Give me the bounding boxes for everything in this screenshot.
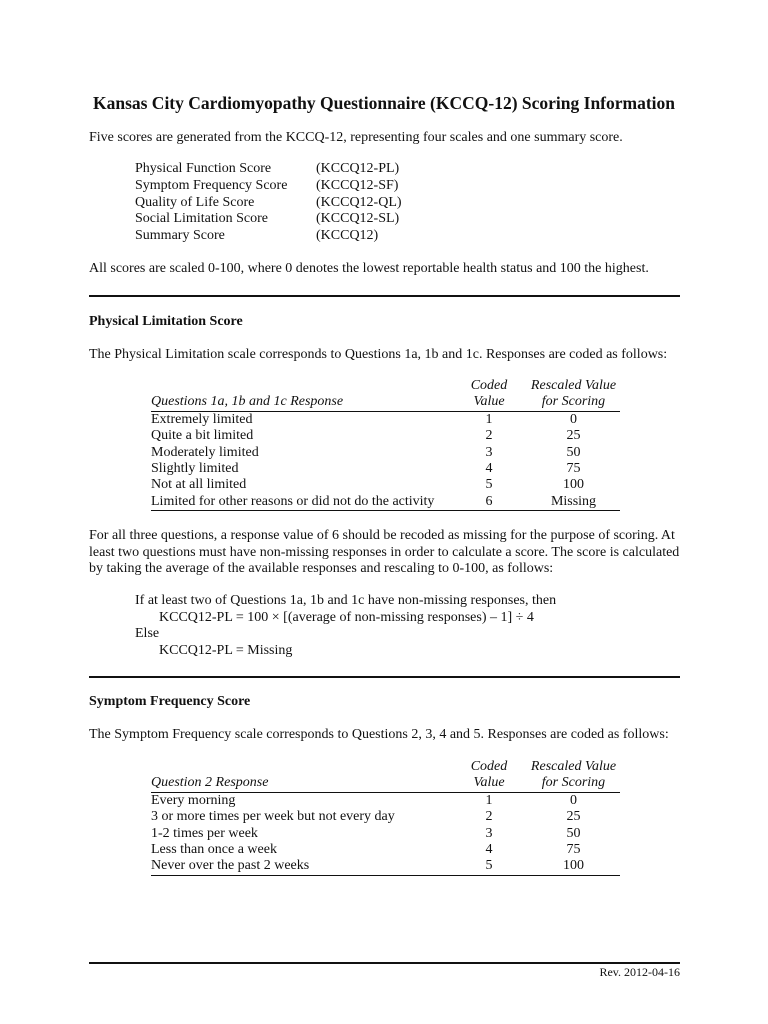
rescaled-cell: 50 xyxy=(566,825,581,841)
table-row xyxy=(151,809,620,825)
algorithm-formula: KCCQ12-PL = 100 × [(average of non-missing responses) – 1] ÷ 4 xyxy=(159,609,534,625)
section-divider xyxy=(89,676,680,678)
column-header-for-scoring: for Scoring xyxy=(527,394,620,411)
rescaled-cell: 0 xyxy=(570,411,577,427)
column-header-spacer xyxy=(151,759,451,775)
rescaled-cell: 100 xyxy=(527,858,620,875)
scale-name: Summary Score xyxy=(135,228,225,244)
rescaled-cell: 0 xyxy=(570,792,577,808)
response-cell: Limited for other reasons or did not do the activity xyxy=(151,494,451,511)
algorithm-missing: KCCQ12-PL = Missing xyxy=(159,642,293,658)
response-cell: Slightly limited xyxy=(151,461,239,477)
table-row xyxy=(151,411,620,428)
table-row xyxy=(151,494,620,511)
rescaled-cell: 25 xyxy=(566,809,581,825)
column-header-spacer xyxy=(151,378,451,394)
response-cell: Extremely limited xyxy=(151,411,253,427)
scale-row xyxy=(135,161,402,178)
response-cell: Less than once a week xyxy=(151,842,277,858)
physical-explanation: For all three questions, a response value of 6 should be recoded as missing for the purpose of scoring. At least two questions must have non-missing responses in order to calculate a score. The score is calculated by taking the average of the available responses and rescaling to 0-100, as follows: xyxy=(89,528,680,576)
footer-divider xyxy=(89,962,680,964)
symptom-heading: Symptom Frequency Score xyxy=(89,694,251,709)
table-row xyxy=(151,842,620,858)
scale-name: Physical Function Score xyxy=(135,161,272,176)
column-header-coded: Coded xyxy=(470,759,508,774)
coded-cell: 3 xyxy=(485,825,493,841)
table-row xyxy=(151,428,620,444)
coded-cell: 2 xyxy=(485,809,493,825)
revision-date: Rev. 2012-04-16 xyxy=(599,965,680,979)
scale-code: (KCCQ12-QL) xyxy=(316,194,402,210)
physical-description: The Physical Limitation scale corresponds to Questions 1a, 1b and 1c. Responses are coded as follows: xyxy=(89,347,668,362)
coded-cell: 5 xyxy=(485,477,493,493)
scale-row xyxy=(135,228,402,245)
scale-row xyxy=(135,178,402,195)
coded-cell: 1 xyxy=(485,792,493,808)
scale-code: (KCCQ12-PL) xyxy=(316,161,400,176)
column-header-coded: Coded xyxy=(470,378,508,393)
symptom-description: The Symptom Frequency scale corresponds to Questions 2, 3, 4 and 5. Responses are coded as follows: xyxy=(89,727,669,742)
column-header-value: Value xyxy=(451,775,527,792)
response-cell: 1-2 times per week xyxy=(151,825,258,841)
column-header-response: Question 2 Response xyxy=(151,775,451,792)
coded-cell: 3 xyxy=(485,444,493,460)
rescaled-cell: 50 xyxy=(566,444,581,460)
scale-name: Quality of Life Score xyxy=(135,194,255,210)
response-cell: Every morning xyxy=(151,792,236,808)
coded-cell: 4 xyxy=(485,842,493,858)
response-cell: Quite a bit limited xyxy=(151,428,254,444)
scale-code: (KCCQ12-SL) xyxy=(316,211,400,227)
table-row xyxy=(151,461,620,477)
scale-name: Symptom Frequency Score xyxy=(135,177,288,193)
table-row xyxy=(151,826,620,842)
rescaled-cell: 75 xyxy=(566,842,581,858)
scale-name: Social Limitation Score xyxy=(135,211,268,227)
physical-algorithm xyxy=(135,593,556,659)
scale-row xyxy=(135,211,402,228)
rescaled-cell: 25 xyxy=(566,428,581,444)
column-header-for-scoring: for Scoring xyxy=(527,775,620,792)
algorithm-condition: If at least two of Questions 1a, 1b and 1c have non-missing responses, then xyxy=(135,593,557,608)
scale-code: (KCCQ12) xyxy=(316,228,379,244)
response-cell: Never over the past 2 weeks xyxy=(151,858,451,875)
symptom-coding-table xyxy=(151,759,620,876)
scaled-note: All scores are scaled 0-100, where 0 denotes the lowest reportable health status and 100 the highest. xyxy=(89,261,649,276)
table-row xyxy=(151,858,620,875)
coded-cell: 1 xyxy=(485,411,493,427)
table-row xyxy=(151,477,620,493)
column-header-response: Questions 1a, 1b and 1c Response xyxy=(151,394,451,411)
table-row xyxy=(151,792,620,809)
response-cell: Moderately limited xyxy=(151,444,259,460)
coded-cell: 4 xyxy=(485,461,493,477)
coded-cell: 2 xyxy=(485,428,493,444)
scale-code: (KCCQ12-SF) xyxy=(316,177,399,193)
page-title: Kansas City Cardiomyopathy Questionnaire (KCCQ-12) Scoring Information xyxy=(92,93,676,113)
coded-cell: 5 xyxy=(451,858,527,875)
rescaled-cell: 100 xyxy=(563,477,584,493)
physical-coding-table xyxy=(151,378,620,511)
intro-text: Five scores are generated from the KCCQ-12, representing four scales and one summary score. xyxy=(89,130,623,145)
response-cell: 3 or more times per week but not every day xyxy=(151,809,395,825)
algorithm-else: Else xyxy=(135,626,160,641)
rescaled-cell: 75 xyxy=(566,461,581,477)
column-header-rescaled: Rescaled Value xyxy=(530,378,617,393)
response-cell: Not at all limited xyxy=(151,477,247,493)
table-row xyxy=(151,445,620,461)
scale-row xyxy=(135,195,402,212)
column-header-value: Value xyxy=(451,394,527,411)
scale-list xyxy=(135,161,402,245)
section-divider xyxy=(89,295,680,297)
rescaled-cell: Missing xyxy=(527,494,620,511)
column-header-rescaled: Rescaled Value xyxy=(530,759,617,774)
physical-heading: Physical Limitation Score xyxy=(89,314,243,329)
coded-cell: 6 xyxy=(451,494,527,511)
